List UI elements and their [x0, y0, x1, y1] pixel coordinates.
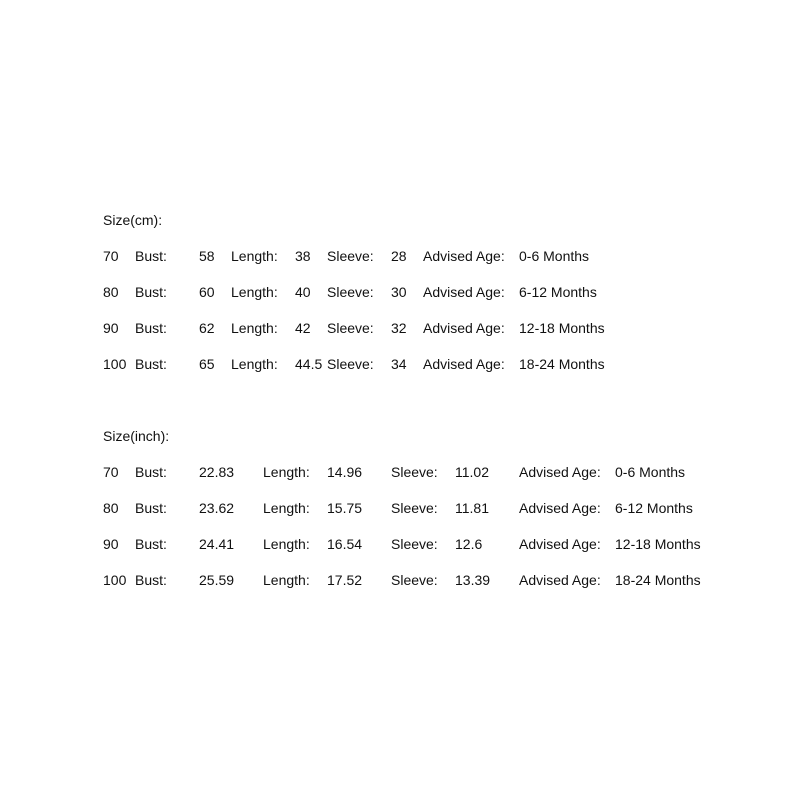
- length-label: Length:: [231, 320, 278, 336]
- sleeve-value: 11.02: [455, 464, 489, 480]
- bust-value: 62: [199, 320, 215, 336]
- size-value: 90: [103, 536, 119, 552]
- advised-age-label: Advised Age:: [423, 248, 505, 264]
- size-value: 70: [103, 464, 119, 480]
- bust-value: 24.41: [199, 536, 235, 552]
- size-row: [103, 571, 701, 589]
- sleeve-label: Sleeve:: [391, 572, 438, 588]
- bust-label: Bust:: [135, 320, 167, 336]
- advised-age-label: Advised Age:: [519, 572, 601, 588]
- length-value: 44.5: [295, 356, 323, 372]
- size-value: 80: [103, 500, 119, 516]
- size-table-inch: [103, 427, 701, 589]
- length-label: Length:: [231, 248, 278, 264]
- sleeve-label: Sleeve:: [327, 320, 374, 336]
- length-value: 14.96: [327, 464, 363, 480]
- advised-age-value: 12-18 Months: [519, 320, 605, 336]
- size-table-cm: [103, 211, 605, 373]
- advised-age-label: Advised Age:: [423, 356, 505, 372]
- bust-value: 65: [199, 356, 215, 372]
- bust-value: 25.59: [199, 572, 235, 588]
- advised-age-label: Advised Age:: [519, 464, 601, 480]
- length-value: 15.75: [327, 500, 363, 516]
- sleeve-value: 12.6: [455, 536, 483, 552]
- sleeve-label: Sleeve:: [327, 248, 374, 264]
- length-value: 16.54: [327, 536, 363, 552]
- length-label: Length:: [263, 572, 310, 588]
- bust-label: Bust:: [135, 536, 167, 552]
- length-label: Length:: [231, 284, 278, 300]
- advised-age-label: Advised Age:: [519, 536, 601, 552]
- bust-label: Bust:: [135, 284, 167, 300]
- advised-age-value: 18-24 Months: [615, 572, 701, 588]
- length-value: 17.52: [327, 572, 363, 588]
- sleeve-label: Sleeve:: [391, 464, 438, 480]
- sleeve-label: Sleeve:: [391, 500, 438, 516]
- bust-label: Bust:: [135, 464, 167, 480]
- bust-value: 23.62: [199, 500, 235, 516]
- advised-age-label: Advised Age:: [423, 284, 505, 300]
- size-row: [103, 499, 693, 517]
- advised-age-value: 12-18 Months: [615, 536, 701, 552]
- bust-label: Bust:: [135, 572, 167, 588]
- sleeve-label: Sleeve:: [327, 356, 374, 372]
- bust-value: 60: [199, 284, 215, 300]
- size-value: 90: [103, 320, 119, 336]
- advised-age-value: 6-12 Months: [615, 500, 693, 516]
- size-row: [103, 283, 597, 301]
- sleeve-value: 11.81: [455, 500, 489, 516]
- length-value: 38: [295, 248, 311, 264]
- bust-label: Bust:: [135, 248, 167, 264]
- sleeve-value: 28: [391, 248, 407, 264]
- size-value: 100: [103, 356, 127, 372]
- sleeve-value: 32: [391, 320, 407, 336]
- sleeve-value: 13.39: [455, 572, 491, 588]
- length-label: Length:: [263, 500, 310, 516]
- advised-age-value: 6-12 Months: [519, 284, 597, 300]
- length-label: Length:: [263, 464, 310, 480]
- bust-label: Bust:: [135, 500, 167, 516]
- sleeve-label: Sleeve:: [327, 284, 374, 300]
- size-table-title: Size(cm):: [103, 212, 163, 228]
- bust-value: 58: [199, 248, 215, 264]
- size-table-title: Size(inch):: [103, 428, 170, 444]
- size-row: [103, 355, 605, 373]
- size-row: [103, 247, 590, 265]
- size-value: 100: [103, 572, 127, 588]
- bust-value: 22.83: [199, 464, 235, 480]
- size-row: [103, 463, 686, 481]
- length-label: Length:: [263, 536, 310, 552]
- size-value: 70: [103, 248, 119, 264]
- size-value: 80: [103, 284, 119, 300]
- advised-age-label: Advised Age:: [423, 320, 505, 336]
- length-value: 40: [295, 284, 311, 300]
- length-value: 42: [295, 320, 311, 336]
- bust-label: Bust:: [135, 356, 167, 372]
- sleeve-value: 30: [391, 284, 407, 300]
- sleeve-value: 34: [391, 356, 407, 372]
- sleeve-label: Sleeve:: [391, 536, 438, 552]
- length-label: Length:: [231, 356, 278, 372]
- advised-age-label: Advised Age:: [519, 500, 601, 516]
- advised-age-value: 0-6 Months: [615, 464, 686, 480]
- size-row: [103, 535, 701, 553]
- size-row: [103, 319, 605, 337]
- advised-age-value: 18-24 Months: [519, 356, 605, 372]
- advised-age-value: 0-6 Months: [519, 248, 590, 264]
